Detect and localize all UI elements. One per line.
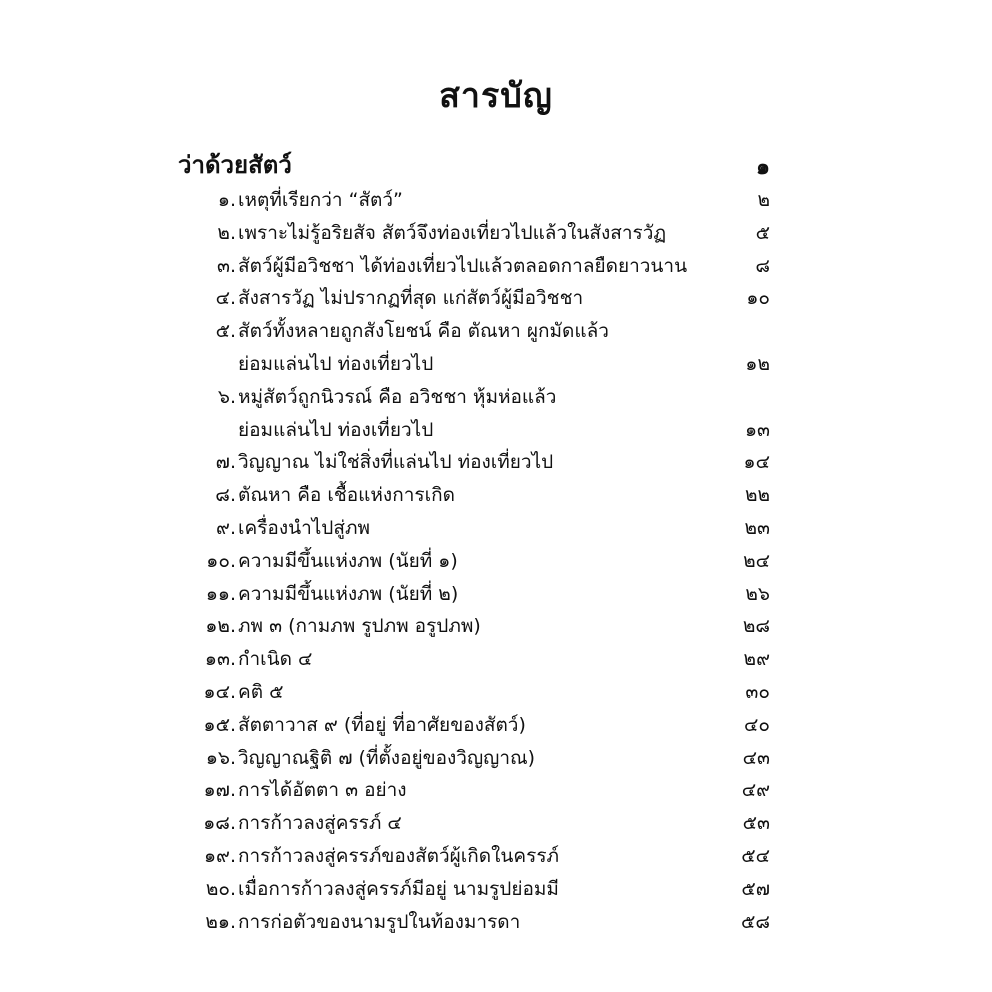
toc-row-number: ๔. (215, 287, 236, 310)
toc-row-title: เหตุที่เรียกว่า “สัตว์” (238, 189, 403, 211)
page-title: สารบัญ (439, 76, 553, 116)
toc-row-title: สัตว์ผู้มีอวิชชา ได้ท่องเที่ยวไปแล้วตลอดกาลยืดยาวนาน (238, 254, 688, 277)
toc-row (178, 676, 770, 709)
toc-row-page: ๕๔ (741, 844, 770, 867)
toc-row (178, 545, 770, 578)
toc-row-page: ๒๘ (742, 615, 770, 638)
toc-row-number: ๗. (215, 451, 236, 474)
toc-row-page: ๔๐ (744, 713, 770, 736)
toc-row-title: สัตตาวาส ๙ (ที่อยู่ ที่อาศัยของสัตว์) (238, 713, 526, 736)
toc-row (178, 840, 770, 873)
toc-row-page: ๘ (755, 254, 770, 277)
toc-row-number: ๘. (215, 484, 236, 507)
toc-row-page: ๒๓ (744, 516, 770, 539)
toc-row-title: เพราะไม่รู้อริยสัจ สัตว์จึงท่องเที่ยวไปแล้วในสังสารวัฏ (238, 221, 667, 244)
toc-row-page: ๕๘ (740, 910, 770, 933)
toc-row-page: ๒๒ (744, 484, 770, 507)
toc-row-page: ๕ (755, 221, 770, 244)
toc-row-number: ๑๓. (204, 648, 236, 671)
toc-row-page: ๒๖ (745, 582, 770, 605)
toc-row (178, 512, 770, 545)
toc-row-page: ๑๒ (745, 352, 770, 375)
toc-row (178, 479, 770, 512)
toc-row (178, 742, 770, 775)
toc-row-title: การได้อัตตา ๓ อย่าง (238, 779, 407, 802)
toc-row-page: ๕๓ (742, 812, 770, 835)
toc-row-title: หมู่สัตว์ถูกนิวรณ์ คือ อวิชชา หุ้มห่อแล้ว (238, 385, 557, 408)
toc-row (178, 610, 770, 643)
toc-row (178, 414, 770, 447)
toc-row (178, 873, 770, 906)
toc-list (178, 184, 770, 938)
toc-row-number: ๓. (216, 254, 236, 277)
toc-row-page: ๑๔ (743, 451, 770, 474)
toc-row-number: ๑๘. (203, 812, 236, 835)
toc-row (178, 578, 770, 611)
toc-row (178, 381, 770, 414)
toc-row-title: คติ ๕ (238, 680, 284, 703)
toc-row-page: ๒๔ (743, 549, 770, 572)
toc-row-number: ๖. (217, 385, 236, 408)
toc-row (178, 774, 770, 807)
section-heading-page: ๑ (756, 155, 770, 180)
toc-row-number: ๑๒. (205, 615, 236, 638)
toc-row (178, 643, 770, 676)
toc-row-title: ความมีขึ้นแห่งภพ (นัยที่ ๒) (238, 582, 459, 605)
toc-row-number: ๑๑. (205, 582, 236, 605)
toc-row-title: สังสารวัฏ ไม่ปรากฏที่สุด แก่สัตว์ผู้มีอวิชชา (238, 287, 584, 310)
toc-row-title: วิญญาณ ไม่ใช่สิ่งที่แล่นไป ท่องเที่ยวไป (238, 451, 554, 474)
toc-row-page: ๔๓ (742, 746, 770, 769)
toc-row-page: ๒ (757, 189, 770, 211)
toc-row-title: การก่อตัวของนามรูปในท้องมารดา (238, 910, 521, 933)
toc-row (178, 709, 770, 742)
toc-row (178, 282, 770, 315)
toc-row-title: ย่อมแล่นไป ท่องเที่ยวไป (238, 352, 434, 375)
toc-row-title: สัตว์ทั้งหลายถูกสังโยชน์ คือ ตัณหา ผูกมัดแล้ว (238, 320, 609, 343)
toc-row (178, 906, 770, 939)
toc-row-page: ๓๐ (745, 680, 770, 703)
toc-row (178, 315, 770, 348)
section-heading-label: ว่าด้วยสัตว์ (178, 151, 292, 179)
toc-row-number: ๒. (217, 221, 236, 244)
toc-row (178, 250, 770, 283)
toc-row-page: ๔๙ (741, 779, 770, 802)
toc-row-number: ๑. (217, 189, 236, 211)
toc-row-page: ๑๐ (746, 287, 770, 310)
toc-row (178, 217, 770, 250)
toc-row-title: ตัณหา คือ เชื้อแห่งการเกิด (238, 484, 455, 507)
toc-row-number: ๑๗. (203, 779, 236, 802)
toc-row (178, 446, 770, 479)
toc-row-number: ๑๐. (206, 549, 236, 572)
toc-row-page: ๕๗ (741, 877, 770, 900)
section-heading (178, 145, 770, 185)
toc-row-title: ย่อมแล่นไป ท่องเที่ยวไป (238, 418, 434, 441)
toc-row-title: การก้าวลงสู่ครรภ์ ๔ (238, 812, 402, 835)
toc-row-title: เครื่องนำไปสู่ภพ (238, 516, 371, 539)
toc-row-title: ความมีขึ้นแห่งภพ (นัยที่ ๑) (238, 549, 458, 572)
toc-row-number: ๒๐. (205, 877, 236, 900)
toc-row-number: ๑๖. (205, 746, 236, 769)
toc-row (178, 807, 770, 840)
toc-row-number: ๒๑. (205, 910, 236, 933)
toc-row-title: การก้าวลงสู่ครรภ์ของสัตว์ผู้เกิดในครรภ์ (238, 844, 560, 867)
toc-row-number: ๕. (215, 320, 236, 343)
toc-row-title: เมื่อการก้าวลงสู่ครรภ์มีอยู่ นามรูปย่อมมี (238, 877, 559, 900)
toc-row-title: วิญญาณฐิติ ๗ (ที่ตั้งอยู่ของวิญญาณ) (238, 746, 536, 769)
toc-row-title: กำเนิด ๔ (238, 648, 313, 671)
toc-row (178, 184, 770, 217)
toc-row-page: ๒๙ (743, 648, 770, 671)
toc-row-number: ๑๙. (203, 844, 236, 867)
toc-row (178, 348, 770, 381)
toc-row-number: ๑๕. (203, 713, 236, 736)
toc-row-number: ๑๔. (203, 680, 236, 703)
toc-row-page: ๑๓ (744, 418, 770, 441)
toc-row-title: ภพ ๓ (กามภพ รูปภพ อรูปภพ) (238, 615, 481, 638)
toc-row-number: ๙. (216, 516, 236, 539)
